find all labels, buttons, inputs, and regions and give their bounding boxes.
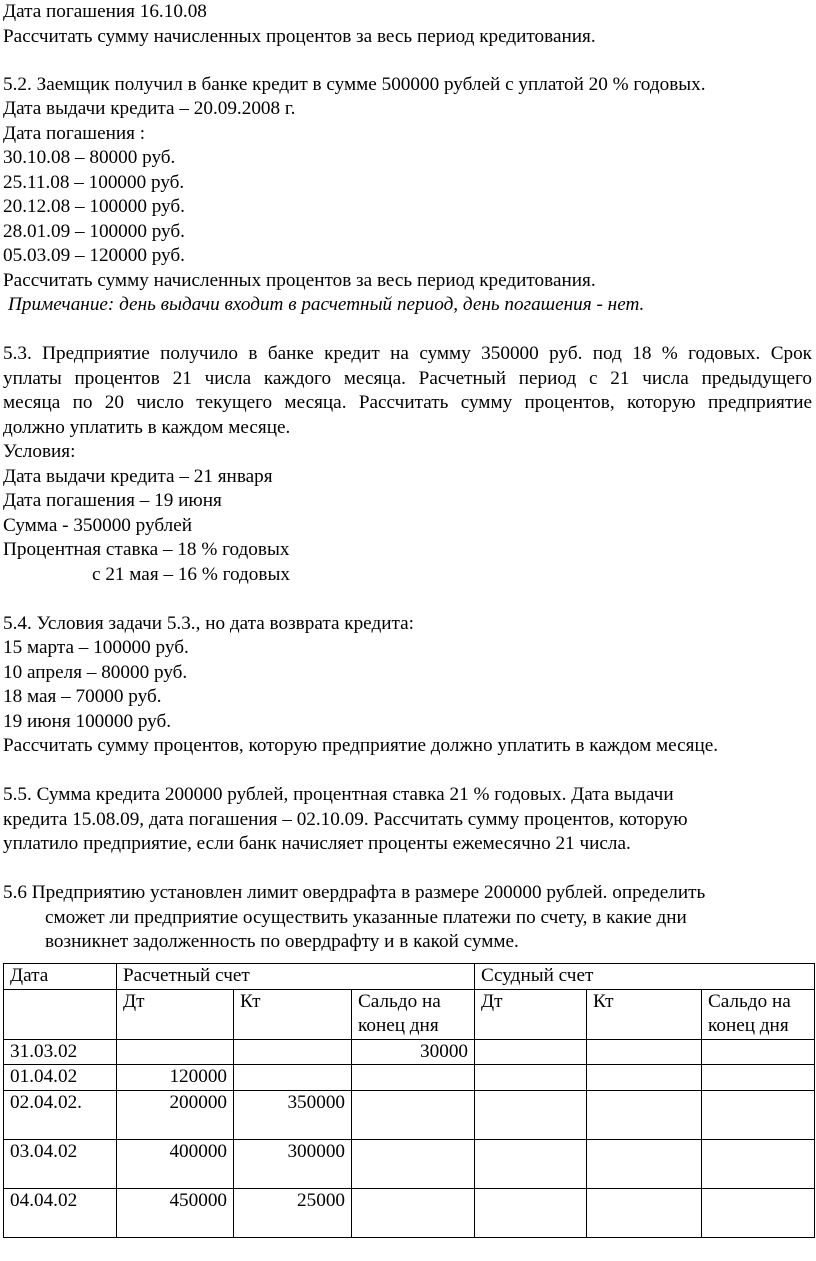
problem-5-4-payment: 19 июня 100000 руб. xyxy=(3,711,172,732)
cell-date: 31.03.02 xyxy=(4,1039,117,1065)
cell-loan-balance xyxy=(702,1139,815,1188)
cell-balance xyxy=(352,1188,475,1237)
header-debit: Дт xyxy=(475,989,587,1039)
table-row xyxy=(4,1065,815,1091)
table-row xyxy=(4,1188,815,1237)
problem-5-2-issue-date: Дата выдачи кредита – 20.09.2008 г. xyxy=(3,98,296,119)
table-subheader-row xyxy=(4,989,815,1039)
problem-5-2-payment: 30.10.08 – 80000 руб. xyxy=(3,147,176,168)
cell-debit: 450000 xyxy=(117,1188,234,1237)
line-due-date: Дата погашения 16.10.08 xyxy=(3,1,207,22)
problem-5-5-line: уплатило предприятие, если банк начисляет проценты ежемесячно 21 числа. xyxy=(3,833,631,854)
problem-5-4-heading: 5.4. Условия задачи 5.3., но дата возврата кредита: xyxy=(3,613,414,634)
cell-balance xyxy=(352,1090,475,1139)
cell-loan-balance xyxy=(702,1090,815,1139)
cell-loan-credit xyxy=(587,1139,702,1188)
problem-5-2-payment: 25.11.08 – 100000 руб. xyxy=(3,172,185,193)
overdraft-table xyxy=(3,963,815,1238)
cell-date: 04.04.02 xyxy=(4,1188,117,1237)
problem-5-3-line: 5.3. Предприятие получило в банке кредит на сумму 350000 руб. под 18 % годовых. Срок xyxy=(3,343,812,364)
cell-loan-credit xyxy=(587,1188,702,1237)
problem-5-2-payment: 05.03.09 – 120000 руб. xyxy=(3,245,185,266)
problem-5-4-payment: 15 марта – 100000 руб. xyxy=(3,637,189,658)
cell-credit: 25000 xyxy=(234,1188,352,1237)
line-task: Рассчитать сумму начисленных процентов за весь период кредитования. xyxy=(3,26,596,47)
header-debit: Дт xyxy=(117,989,234,1039)
problem-5-5-line: 5.5. Сумма кредита 200000 рублей, процентная ставка 21 % годовых. Дата выдачи xyxy=(3,784,674,805)
header-date: Дата xyxy=(4,964,117,990)
cell-debit xyxy=(117,1039,234,1065)
table-row xyxy=(4,1039,815,1065)
header-balance: Сальдо на конец дня xyxy=(702,989,815,1039)
cell-balance xyxy=(352,1139,475,1188)
cell-loan-credit xyxy=(587,1090,702,1139)
problem-5-5-line: кредита 15.08.09, дата погашения – 02.10.09. Рассчитать сумму процентов, которую xyxy=(3,809,688,830)
header-balance: Сальдо на конец дня xyxy=(352,989,475,1039)
cell-credit: 350000 xyxy=(234,1090,352,1139)
problem-5-2-payment: 28.01.09 – 100000 руб. xyxy=(3,221,185,242)
cell-loan-debit xyxy=(475,1139,587,1188)
problem-5-6-line: возникнет задолженность по овердрафту и в какой сумме. xyxy=(45,931,519,952)
problem-5-3-condition: Дата погашения – 19 июня xyxy=(3,490,222,511)
cell-loan-debit xyxy=(475,1065,587,1091)
header-credit: Кт xyxy=(587,989,702,1039)
cell-loan-balance xyxy=(702,1188,815,1237)
cell-debit: 400000 xyxy=(117,1139,234,1188)
problem-5-3-condition: Процентная ставка – 18 % годовых xyxy=(3,539,290,560)
problem-5-2-repay-label: Дата погашения : xyxy=(3,123,146,144)
problem-5-4-payment: 18 мая – 70000 руб. xyxy=(3,686,162,707)
table-header-row xyxy=(4,964,815,990)
cell-loan-credit xyxy=(587,1039,702,1065)
problem-5-6-line: 5.6 Предприятию установлен лимит овердрафта в размере 200000 рублей. определить xyxy=(3,882,706,903)
cell-date: 01.04.02 xyxy=(4,1065,117,1091)
table-row xyxy=(4,1139,815,1188)
problem-5-6-line: сможет ли предприятие осуществить указанные платежи по счету, в какие дни xyxy=(45,907,687,928)
header-credit: Кт xyxy=(234,989,352,1039)
problem-5-4-payment: 10 апреля – 80000 руб. xyxy=(3,662,188,683)
cell-loan-balance xyxy=(702,1039,815,1065)
cell-loan-credit xyxy=(587,1065,702,1091)
cell-balance: 30000 xyxy=(352,1039,475,1065)
cell-loan-debit xyxy=(475,1039,587,1065)
problem-5-3-line: должно уплатить в каждом месяце. xyxy=(3,417,291,438)
problem-5-3-condition: Сумма - 350000 рублей xyxy=(3,515,192,536)
cell-debit: 120000 xyxy=(117,1065,234,1091)
cell-credit: 300000 xyxy=(234,1139,352,1188)
cell-balance xyxy=(352,1065,475,1091)
problem-5-3-conditions-label: Условия: xyxy=(3,441,76,462)
empty-cell xyxy=(4,989,117,1039)
header-current-account: Расчетный счет xyxy=(117,964,475,990)
header-loan-account: Ссудный счет xyxy=(475,964,815,990)
cell-loan-balance xyxy=(702,1065,815,1091)
cell-debit: 200000 xyxy=(117,1090,234,1139)
cell-credit xyxy=(234,1039,352,1065)
problem-5-4-task: Рассчитать сумму процентов, которую предприятие должно уплатить в каждом месяце. xyxy=(3,735,719,756)
table-row xyxy=(4,1090,815,1139)
cell-date: 03.04.02 xyxy=(4,1139,117,1188)
problem-5-2-payment: 20.12.08 – 100000 руб. xyxy=(3,196,185,217)
problem-5-2-note: Примечание: день выдачи входит в расчетный период, день погашения - нет. xyxy=(8,294,645,315)
problem-5-2-task: Рассчитать сумму начисленных процентов за весь период кредитования. xyxy=(3,270,596,291)
cell-loan-debit xyxy=(475,1188,587,1237)
problem-5-3-line: уплаты процентов 21 числа каждого месяца. Расчетный период с 21 числа предыдущего xyxy=(3,368,812,389)
cell-credit xyxy=(234,1065,352,1091)
cell-date: 02.04.02. xyxy=(4,1090,117,1139)
cell-loan-debit xyxy=(475,1090,587,1139)
problem-5-3-line: месяца по 20 число текущего месяца. Рассчитать сумму процентов, которую предприятие xyxy=(3,392,812,413)
problem-5-3-condition: с 21 мая – 16 % годовых xyxy=(92,564,290,585)
problem-5-2-heading: 5.2. Заемщик получил в банке кредит в сумме 500000 рублей с уплатой 20 % годовых. xyxy=(3,74,706,95)
problem-5-3-condition: Дата выдачи кредита – 21 января xyxy=(3,466,273,487)
